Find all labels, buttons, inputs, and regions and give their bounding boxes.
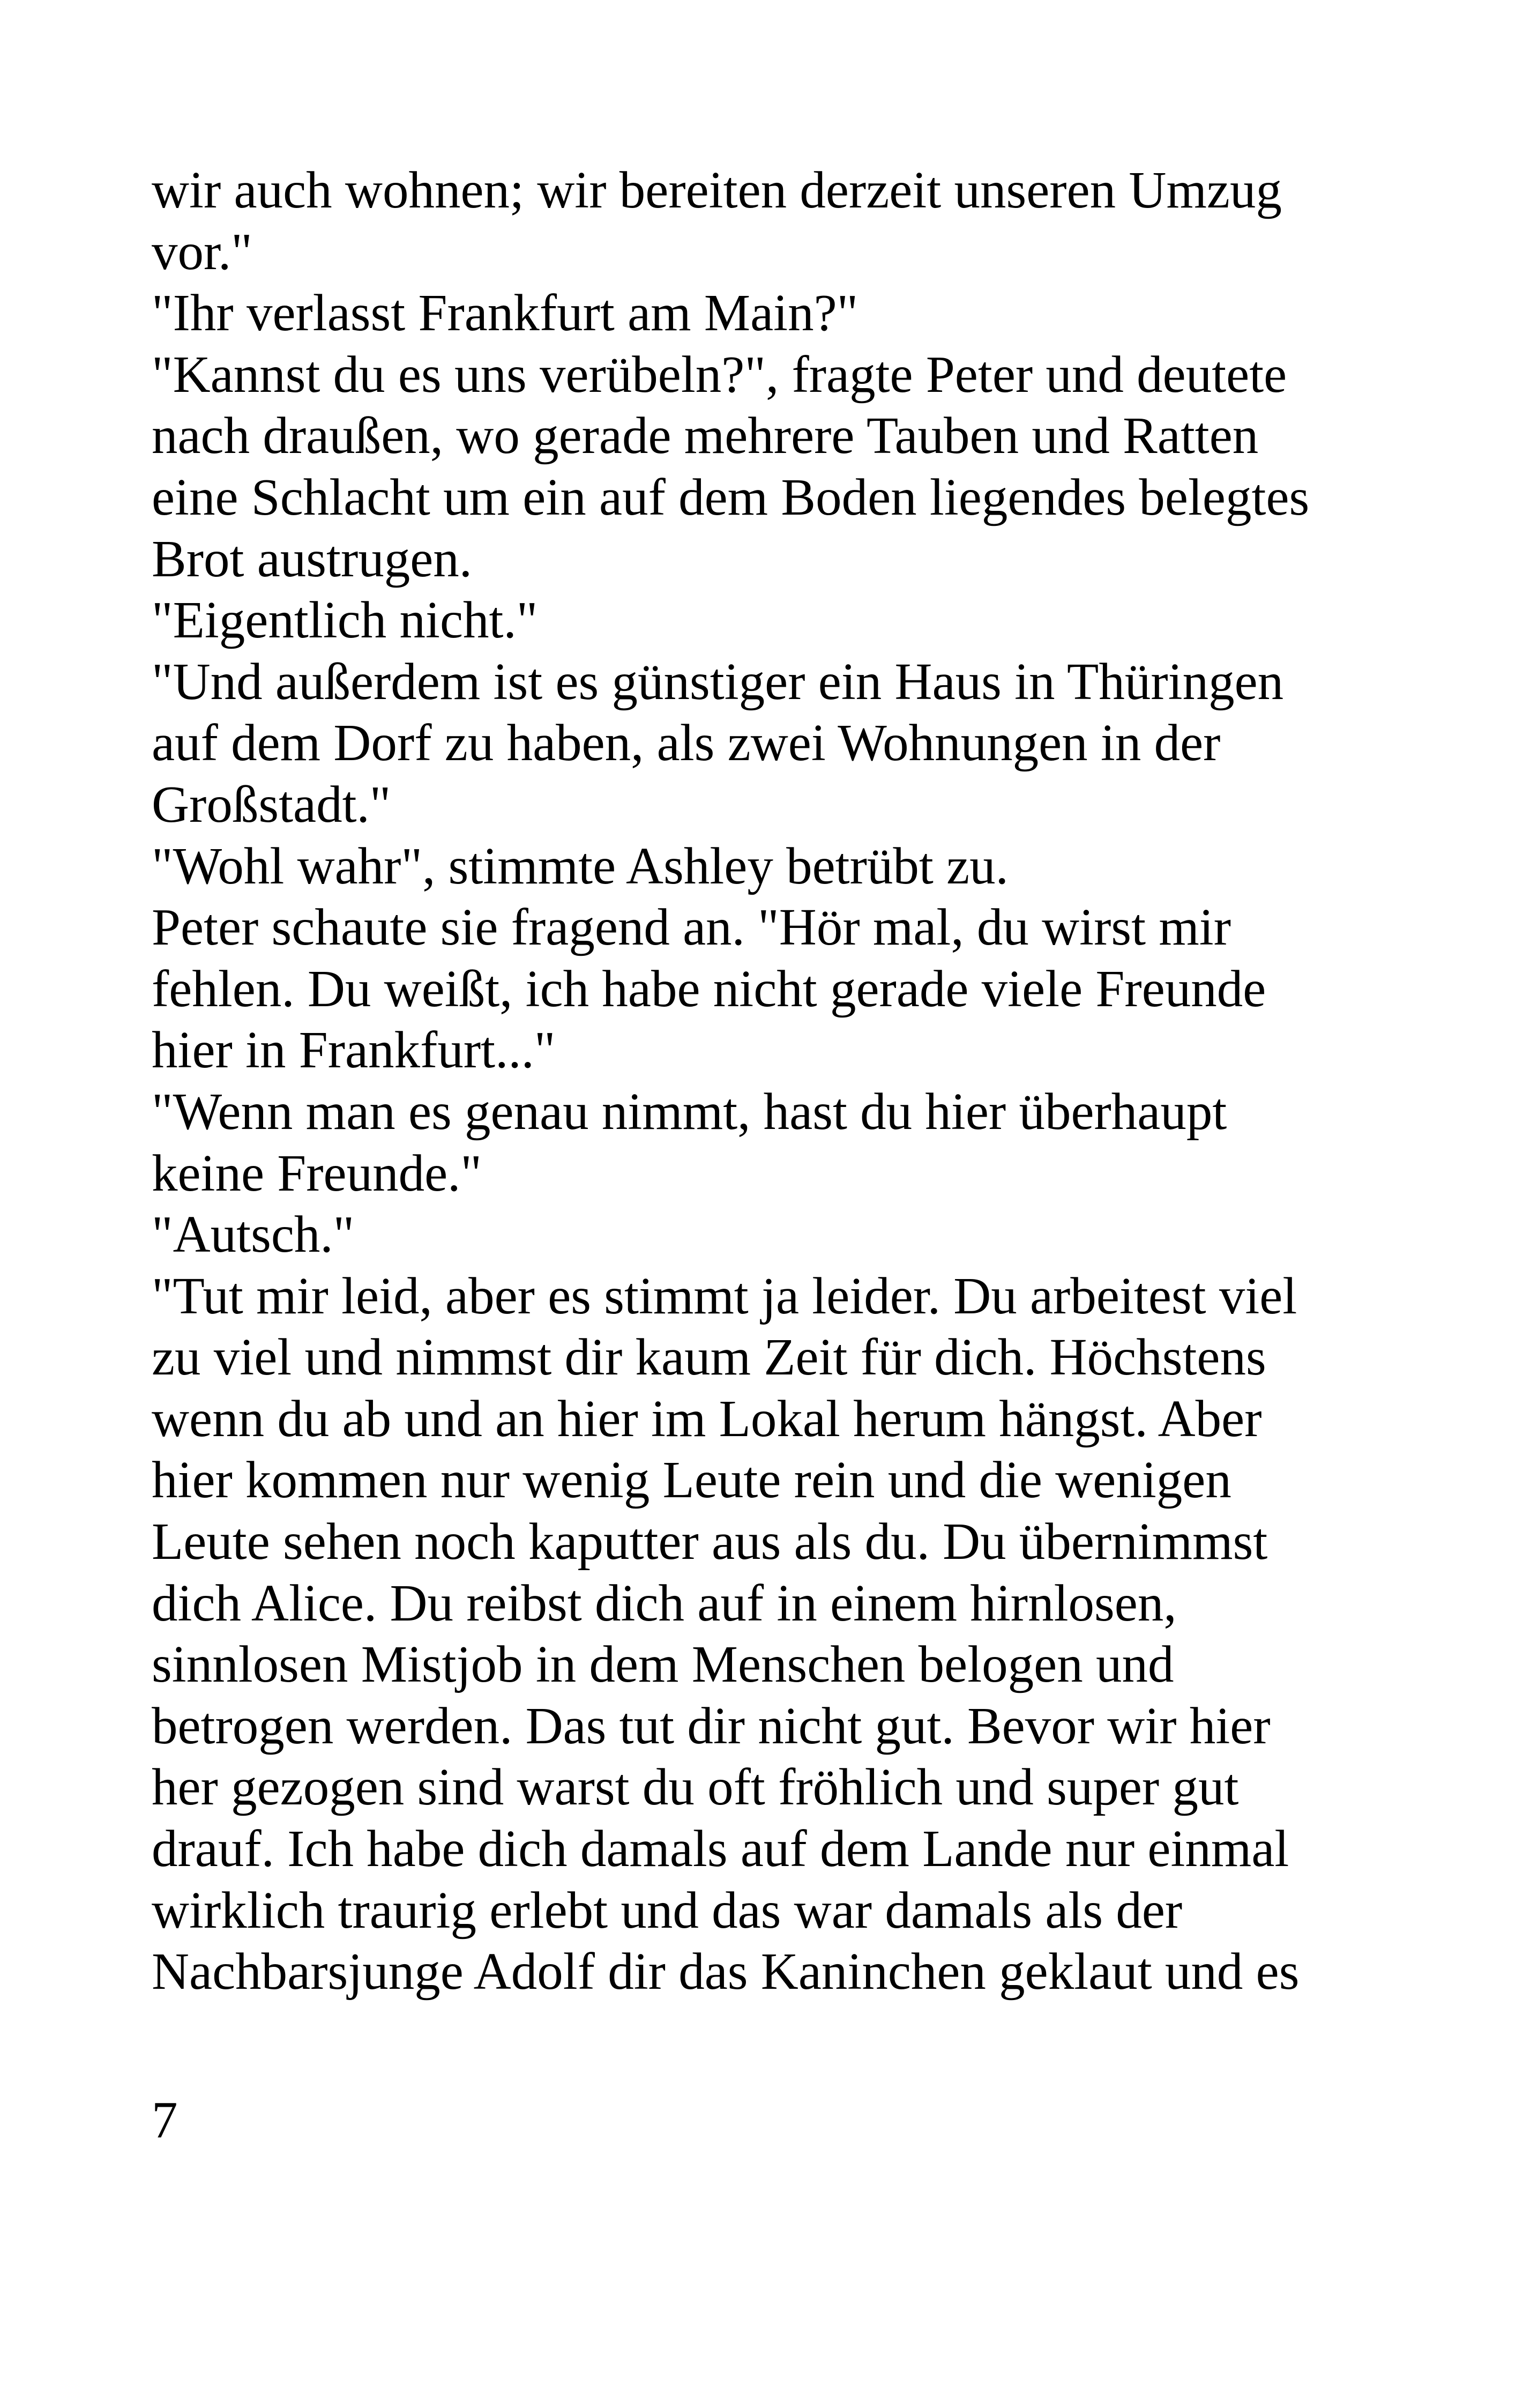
text-line: fehlen. Du weißt, ich habe nicht gerade viele Freunde [152, 960, 1266, 1017]
text-line: sinnlosen Mistjob in dem Menschen belogen und [152, 1636, 1174, 1693]
text-line: drauf. Ich habe dich damals auf dem Lande nur einmal [152, 1820, 1289, 1878]
text-line: Brot austrugen. [152, 530, 473, 588]
text-line: her gezogen sind warst du oft fröhlich und super gut [152, 1758, 1239, 1816]
text-line: "Ihr verlasst Frankfurt am Main?" [152, 284, 858, 342]
text-line: "Tut mir leid, aber es stimmt ja leider. Du arbeitest viel [152, 1267, 1297, 1325]
text-line: "Wenn man es genau nimmt, hast du hier überhaupt [152, 1082, 1227, 1140]
text-line: auf dem Dorf zu haben, als zwei Wohnungen in der [152, 714, 1221, 772]
text-line: "Autsch." [152, 1206, 355, 1264]
text-line: zu viel und nimmst dir kaum Zeit für dich. Höchstens [152, 1328, 1266, 1386]
text-line: "Wohl wahr", stimmte Ashley betrübt zu. [152, 837, 1009, 895]
text-line: betrogen werden. Das tut dir nicht gut. Bevor wir hier [152, 1697, 1271, 1755]
text-line: wenn du ab und an hier im Lokal herum hängst. Aber [152, 1389, 1262, 1447]
text-line: "Und außerdem ist es günstiger ein Haus in Thüringen [152, 652, 1284, 710]
text-line: Peter schaute sie fragend an. "Hör mal, du wirst mir [152, 898, 1231, 956]
text-line: eine Schlacht um ein auf dem Boden liegendes belegtes [152, 468, 1310, 526]
text-line: wirklich traurig erlebt und das war damals als der [152, 1881, 1183, 1939]
text-line: wir auch wohnen; wir bereiten derzeit unseren Umzug [152, 161, 1282, 219]
text-line: "Kannst du es uns verübeln?", fragte Peter und deutete [152, 345, 1287, 403]
text-line: nach draußen, wo gerade mehrere Tauben und Ratten [152, 407, 1259, 465]
text-line: keine Freunde." [152, 1144, 482, 1202]
text-line: Leute sehen noch kaputter aus als du. Du übernimmst [152, 1513, 1268, 1571]
text-line: hier kommen nur wenig Leute rein und die wenigen [152, 1451, 1231, 1509]
page-number: 7 [152, 2091, 178, 2149]
text-line: hier in Frankfurt..." [152, 1021, 556, 1079]
body-text [152, 160, 1400, 2003]
text-line: Großstadt." [152, 775, 391, 833]
text-line: "Eigentlich nicht." [152, 591, 538, 649]
text-line: Nachbarsjunge Adolf dir das Kaninchen geklaut und es [152, 1943, 1300, 2001]
text-line: dich Alice. Du reibst dich auf in einem hirnlosen, [152, 1574, 1177, 1632]
text-line: vor." [152, 222, 252, 280]
